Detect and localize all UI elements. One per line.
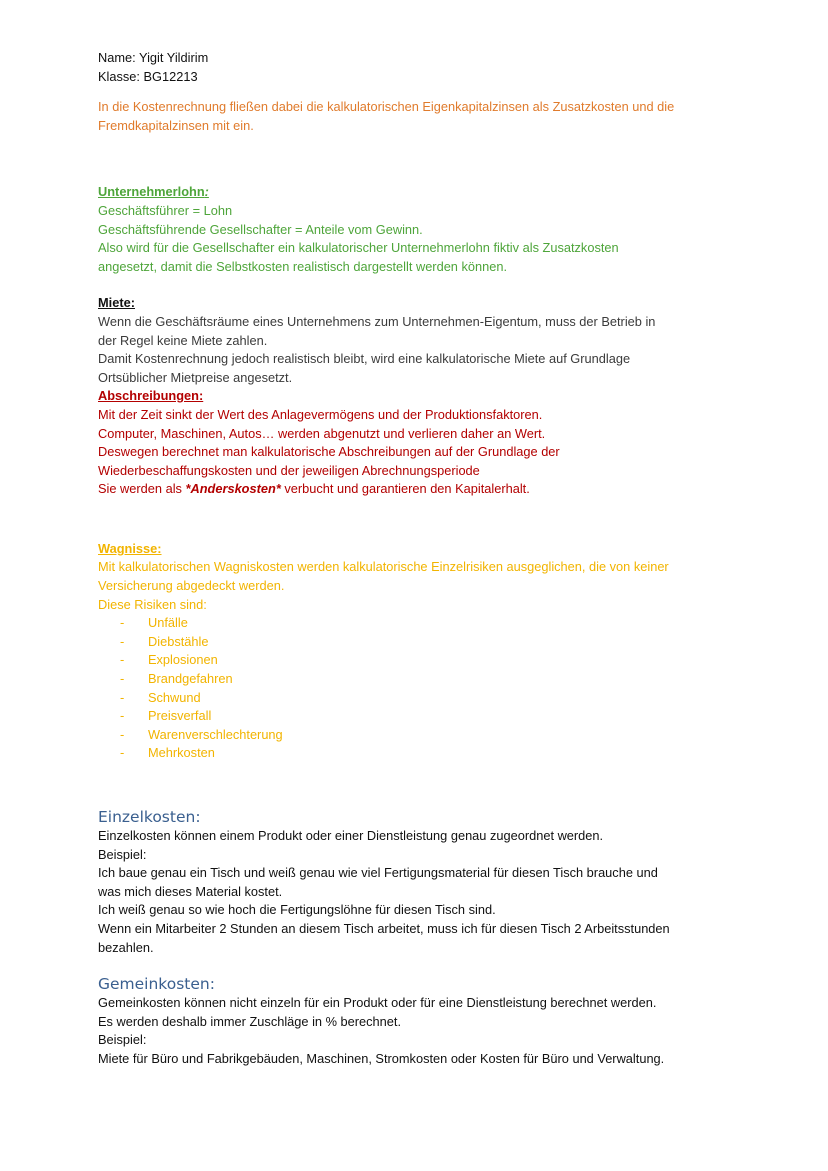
header-meta <box>98 49 758 86</box>
section-unternehmerlohn <box>98 183 758 276</box>
text-line: was mich dieses Material kostet. <box>98 883 283 899</box>
section-miete <box>98 294 758 387</box>
text-line: Computer, Maschinen, Autos… werden abgenutzt und verlieren daher an Wert. <box>98 425 546 441</box>
text-line: angesetzt, damit die Selbstkosten realistisch dargestellt werden können. <box>98 258 508 274</box>
student-class: Klasse: BG12213 <box>98 68 198 84</box>
text-line: Ich baue genau ein Tisch und weiß genau wie viel Fertigungsmaterial für diesen Tisch brauche und <box>98 865 658 881</box>
section-einzelkosten <box>98 807 758 957</box>
text-line: Geschäftsführende Gesellschafter = Anteile vom Gewinn. <box>98 221 423 237</box>
text-line: Deswegen berechnet man kalkulatorische Abschreibungen auf der Grundlage der <box>98 444 560 460</box>
text-line: Miete für Büro und Fabrikgebäuden, Maschinen, Stromkosten oder Kosten für Büro und Verwaltung. <box>98 1050 665 1066</box>
intro-line: Fremdkapitalzinsen mit ein. <box>98 117 254 133</box>
list-item: - Mehrkosten <box>120 744 758 763</box>
document-page <box>98 49 758 1069</box>
list-item: - Schwund <box>120 689 758 708</box>
text-line: Geschäftsführer = Lohn <box>98 202 233 218</box>
list-item: - Brandgefahren <box>120 670 758 689</box>
text-line: Beispiel: <box>98 846 147 862</box>
intro-line: In die Kostenrechnung fließen dabei die kalkulatorischen Eigenkapitalzinsen als Zusatzkosten und die <box>98 99 675 115</box>
intro-paragraph <box>98 98 758 135</box>
text-line: Damit Kostenrechnung jedoch realistisch bleibt, wird eine kalkulatorische Miete auf Grundlage <box>98 351 631 367</box>
text-line: Einzelkosten können einem Produkt oder einer Dienstleistung genau zugeordnet werden. <box>98 828 604 843</box>
text-line: Diese Risiken sind: <box>98 596 207 612</box>
text-line: bezahlen. <box>98 939 154 955</box>
text-line: Wiederbeschaffungskosten und der jeweiligen Abrechnungsperiode <box>98 462 480 478</box>
section-abschreibungen <box>98 387 758 499</box>
text-line: Ortsüblicher Mietpreise angesetzt. <box>98 369 293 385</box>
list-item: - Diebstähle <box>120 633 758 652</box>
list-item: - Preisverfall <box>120 707 758 726</box>
text-line: Wenn die Geschäftsräume eines Unternehmens zum Unternehmen-Eigentum, muss der Betrieb in <box>98 313 656 329</box>
text-line: Mit der Zeit sinkt der Wert des Anlagevermögens und der Produktionsfaktoren. <box>98 406 543 422</box>
text-line: Ich weiß genau so wie hoch die Fertigungslöhne für diesen Tisch sind. <box>98 902 496 918</box>
text-line: Wenn ein Mitarbeiter 2 Stunden an diesem Tisch arbeitet, muss ich für diesen Tisch 2 Arbeitsstunden <box>98 920 670 936</box>
text-line: Beispiel: <box>98 1032 147 1048</box>
einzelkosten-heading: Einzelkosten: <box>98 808 201 826</box>
section-title <box>98 183 758 202</box>
text-line <box>98 480 758 499</box>
wagnisse-title: Wagnisse: <box>98 540 162 556</box>
text-line: Es werden deshalb immer Zuschläge in % berechnet. <box>98 1013 402 1029</box>
risk-list <box>120 614 758 763</box>
list-item: - Explosionen <box>120 651 758 670</box>
text-line: Gemeinkosten können nicht einzeln für ein Produkt oder für eine Dienstleistung berechnet werden. <box>98 995 657 1011</box>
section-wagnisse <box>98 540 758 763</box>
abschreibungen-title: Abschreibungen: <box>98 388 204 404</box>
text-line: Mit kalkulatorischen Wagniskosten werden kalkulatorische Einzelrisiken ausgeglichen, die von keiner <box>98 559 669 575</box>
student-name: Name: Yigit Yildirim <box>98 50 209 65</box>
gemeinkosten-heading: Gemeinkosten: <box>98 975 215 994</box>
text-fragment: Sie werden als <box>98 481 186 497</box>
text-line: Versicherung abgedeckt werden. <box>98 578 285 594</box>
list-item: - Warenverschlechterung <box>120 726 758 745</box>
miete-title: Miete: <box>98 295 135 311</box>
list-item: - Unfälle <box>120 614 758 633</box>
anderskosten-emphasis: *Anderskosten* <box>185 481 281 497</box>
text-line: der Regel keine Miete zahlen. <box>98 332 268 348</box>
text-line: Also wird für die Gesellschafter ein kalkulatorischer Unternehmerlohn fiktiv als Zusatzkosten <box>98 240 619 256</box>
unternehmerlohn-title: Unternehmerlohn <box>98 184 205 200</box>
title-colon: : <box>204 184 209 200</box>
text-fragment: verbucht und garantieren den Kapitalerhalt. <box>280 481 530 497</box>
section-gemeinkosten <box>98 974 758 1068</box>
